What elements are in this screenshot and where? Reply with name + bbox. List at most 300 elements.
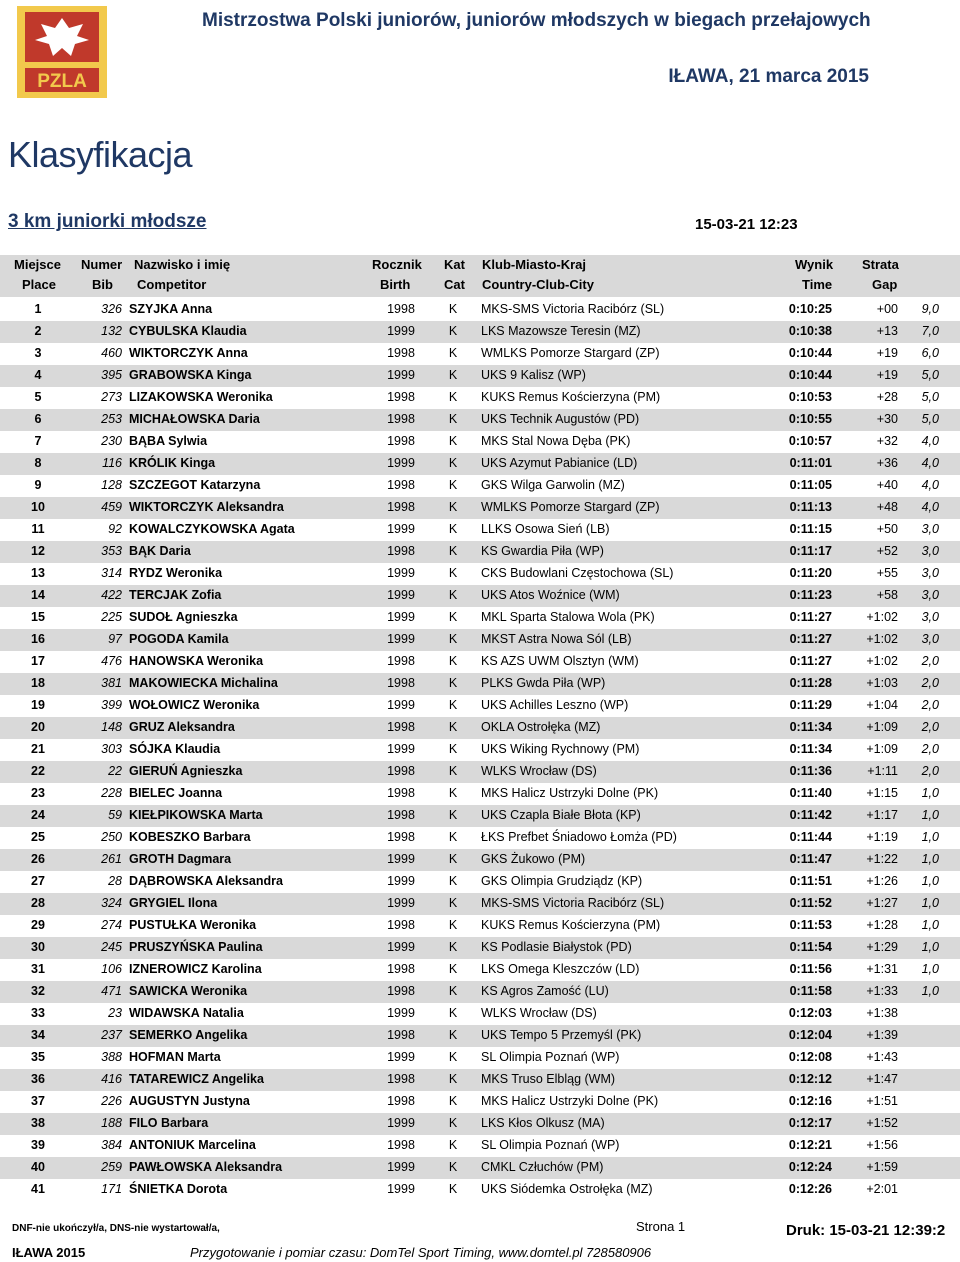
category-cell: K [448, 566, 458, 580]
category-cell: K [448, 786, 458, 800]
club-cell: GKS Wilga Garwolin (MZ) [481, 478, 625, 492]
category-cell: K [448, 918, 458, 932]
category-cell: K [448, 1182, 458, 1196]
club-cell: LKS Mazowsze Teresin (MZ) [481, 324, 641, 338]
table-row [0, 1069, 960, 1091]
category-cell: K [448, 1072, 458, 1086]
gap-cell: +1:43 [866, 1050, 898, 1064]
bib-cell: 28 [108, 874, 122, 888]
category-cell: K [448, 896, 458, 910]
birth-year-cell: 1999 [387, 1006, 415, 1020]
time-cell: 0:11:53 [789, 918, 832, 932]
competitor-name: LIZAKOWSKA Weronika [129, 390, 273, 404]
gap-cell: +1:09 [866, 742, 898, 756]
time-cell: 0:11:52 [789, 896, 832, 910]
bib-cell: 326 [101, 302, 122, 316]
gap-cell: +52 [876, 544, 898, 558]
col-birth-en: Birth [380, 277, 411, 292]
gap-cell: +36 [876, 456, 898, 470]
place-cell: 26 [31, 852, 45, 866]
table-row [0, 739, 960, 761]
gap-cell: +1:02 [866, 632, 898, 646]
table-row [0, 717, 960, 739]
points-cell: 1,0 [921, 962, 939, 976]
time-cell: 0:11:36 [789, 764, 832, 778]
birth-year-cell: 1998 [387, 764, 415, 778]
page-title: Klasyfikacja [8, 134, 193, 175]
time-cell: 0:10:55 [788, 412, 832, 426]
category-cell: K [448, 500, 458, 514]
category-cell: K [448, 610, 458, 624]
birth-year-cell: 1998 [387, 984, 415, 998]
points-cell: 4,0 [921, 500, 939, 514]
table-row [0, 783, 960, 805]
category-cell: K [448, 346, 458, 360]
gap-cell: +30 [876, 412, 898, 426]
club-cell: PLKS Gwda Piła (WP) [481, 676, 606, 690]
gap-cell: +1:39 [866, 1028, 898, 1042]
time-cell: 0:12:24 [788, 1160, 832, 1174]
time-cell: 0:10:38 [788, 324, 832, 338]
birth-year-cell: 1999 [387, 588, 415, 602]
competitor-name: WIKTORCZYK Anna [129, 346, 248, 360]
birth-year-cell: 1998 [387, 412, 415, 426]
club-cell: WLKS Wrocław (DS) [481, 1006, 597, 1020]
bib-cell: 128 [101, 478, 122, 492]
club-cell: WMLKS Pomorze Stargard (ZP) [481, 500, 660, 514]
gap-cell: +1:04 [866, 698, 898, 712]
bib-cell: 188 [101, 1116, 122, 1130]
gap-cell: +1:22 [866, 852, 898, 866]
club-cell: MKST Astra Nowa Sól (LB) [481, 632, 632, 646]
category-cell: K [448, 698, 458, 712]
competitor-name: GRABOWSKA Kinga [129, 368, 252, 382]
gap-cell: +2:01 [866, 1182, 898, 1196]
time-cell: 0:11:27 [789, 632, 832, 646]
bib-cell: 395 [101, 368, 122, 382]
club-cell: OKLA Ostrołęka (MZ) [481, 720, 601, 734]
time-cell: 0:11:27 [789, 654, 832, 668]
gap-cell: +1:52 [866, 1116, 898, 1130]
club-cell: KS Agros Zamość (LU) [481, 984, 609, 998]
time-cell: 0:12:08 [788, 1050, 832, 1064]
event-place-date: IŁAWA, 21 marca 2015 [668, 66, 869, 87]
table-row [0, 585, 960, 607]
time-cell: 0:12:17 [788, 1116, 832, 1130]
competitor-name: BIELEC Joanna [129, 786, 223, 800]
category-cell: K [448, 544, 458, 558]
table-row [0, 1091, 960, 1113]
table-row [0, 431, 960, 453]
competitor-name: PAWŁOWSKA Aleksandra [129, 1160, 283, 1174]
points-cell: 2,0 [921, 764, 939, 778]
time-cell: 0:11:47 [789, 852, 832, 866]
birth-year-cell: 1998 [387, 962, 415, 976]
place-cell: 15 [31, 610, 45, 624]
club-cell: MKS Stal Nowa Dęba (PK) [481, 434, 631, 448]
points-cell: 2,0 [921, 654, 939, 668]
points-cell: 4,0 [921, 434, 939, 448]
competitor-name: TATAREWICZ Angelika [129, 1072, 264, 1086]
table-row [0, 651, 960, 673]
time-cell: 0:11:40 [789, 786, 832, 800]
place-cell: 16 [31, 632, 45, 646]
table-row [0, 959, 960, 981]
bib-cell: 274 [101, 918, 122, 932]
points-cell: 2,0 [921, 698, 939, 712]
club-cell: SL Olimpia Poznań (WP) [481, 1138, 620, 1152]
gap-cell: +1:19 [866, 830, 898, 844]
points-cell: 3,0 [921, 588, 939, 602]
competitor-name: ŚNIETKA Dorota [129, 1182, 228, 1196]
table-row [0, 1003, 960, 1025]
gap-cell: +50 [876, 522, 898, 536]
club-cell: GKS Olimpia Grudziądz (KP) [481, 874, 643, 888]
gap-cell: +1:27 [866, 896, 898, 910]
event-title: Mistrzostwa Polski juniorów, juniorów młodszych w biegach przełajowych [202, 10, 871, 31]
table-row [0, 607, 960, 629]
bib-cell: 23 [108, 1006, 122, 1020]
competitor-name: RYDZ Weronika [129, 566, 223, 580]
time-cell: 0:10:53 [788, 390, 832, 404]
footer-credit: Przygotowanie i pomiar czasu: DomTel Sport Timing, www.domtel.pl 728580906 [190, 1245, 652, 1260]
gap-cell: +1:29 [866, 940, 898, 954]
col-cat-en: Cat [444, 277, 465, 292]
club-cell: MKS Halicz Ustrzyki Dolne (PK) [481, 786, 659, 800]
birth-year-cell: 1999 [387, 324, 415, 338]
place-cell: 24 [31, 808, 45, 822]
time-cell: 0:10:25 [788, 302, 832, 316]
points-cell: 1,0 [921, 786, 939, 800]
place-cell: 31 [31, 962, 45, 976]
place-cell: 1 [34, 302, 42, 316]
points-cell: 3,0 [921, 566, 939, 580]
footer-legend: DNF-nie ukończył/a, DNS-nie wystartował/a, [12, 1223, 220, 1234]
club-cell: LKS Omega Kleszczów (LD) [481, 962, 640, 976]
footer-location: IŁAWA 2015 [12, 1245, 86, 1260]
points-cell: 5,0 [921, 390, 939, 404]
category-cell: K [448, 1116, 458, 1130]
gap-cell: +58 [876, 588, 898, 602]
gap-cell: +28 [876, 390, 898, 404]
place-cell: 5 [34, 390, 42, 404]
points-cell: 2,0 [921, 676, 939, 690]
table-row [0, 343, 960, 365]
club-cell: GKS Żukowo (PM) [481, 852, 586, 866]
place-cell: 22 [31, 764, 45, 778]
birth-year-cell: 1999 [387, 610, 415, 624]
table-row [0, 1047, 960, 1069]
time-cell: 0:11:58 [789, 984, 832, 998]
place-cell: 39 [31, 1138, 45, 1152]
gap-cell: +1:15 [866, 786, 898, 800]
competitor-name: WOŁOWICZ Weronika [129, 698, 260, 712]
competitor-name: SZCZEGOT Katarzyna [129, 478, 261, 492]
birth-year-cell: 1999 [387, 874, 415, 888]
category-cell: K [448, 412, 458, 426]
time-cell: 0:11:27 [789, 610, 832, 624]
col-birth-pl: Rocznik [372, 257, 422, 272]
bib-cell: 273 [101, 390, 122, 404]
points-cell: 3,0 [921, 544, 939, 558]
club-cell: MKL Sparta Stalowa Wola (PK) [481, 610, 655, 624]
bib-cell: 132 [101, 324, 122, 338]
competitor-name: KIEŁPIKOWSKA Marta [129, 808, 263, 822]
place-cell: 19 [31, 698, 45, 712]
category-cell: K [448, 984, 458, 998]
place-cell: 7 [34, 434, 42, 448]
gap-cell: +55 [876, 566, 898, 580]
place-cell: 2 [34, 324, 42, 338]
bib-cell: 106 [101, 962, 122, 976]
club-cell: KS Gwardia Piła (WP) [481, 544, 604, 558]
club-cell: UKS Achilles Leszno (WP) [481, 698, 629, 712]
bib-cell: 225 [101, 610, 122, 624]
competitor-name: GRUZ Aleksandra [129, 720, 235, 734]
category-cell: K [448, 764, 458, 778]
category-cell: K [448, 1138, 458, 1152]
points-cell: 4,0 [921, 478, 939, 492]
competitor-name: SAWICKA Weronika [129, 984, 248, 998]
points-cell: 9,0 [921, 302, 939, 316]
points-cell: 4,0 [921, 456, 939, 470]
category-cell: K [448, 1028, 458, 1042]
competitor-name: GIERUŃ Agnieszka [129, 764, 243, 778]
birth-year-cell: 1998 [387, 786, 415, 800]
table-row [0, 893, 960, 915]
birth-year-cell: 1998 [387, 544, 415, 558]
birth-year-cell: 1998 [387, 1072, 415, 1086]
points-cell: 1,0 [921, 874, 939, 888]
club-cell: MKS Halicz Ustrzyki Dolne (PK) [481, 1094, 659, 1108]
birth-year-cell: 1998 [387, 918, 415, 932]
table-row [0, 365, 960, 387]
birth-year-cell: 1998 [387, 302, 415, 316]
time-cell: 0:11:56 [789, 962, 832, 976]
place-cell: 30 [31, 940, 45, 954]
place-cell: 17 [31, 654, 45, 668]
time-cell: 0:10:44 [788, 368, 832, 382]
time-cell: 0:10:44 [788, 346, 832, 360]
club-cell: KUKS Remus Kościerzyna (PM) [481, 918, 661, 932]
club-cell: CMKL Człuchów (PM) [481, 1160, 604, 1174]
competitor-name: WIKTORCZYK Aleksandra [129, 500, 284, 514]
col-place-pl: Miejsce [14, 257, 61, 272]
category-cell: K [448, 368, 458, 382]
table-row [0, 1135, 960, 1157]
bib-cell: 253 [101, 412, 122, 426]
category-cell: K [448, 522, 458, 536]
bib-cell: 422 [101, 588, 122, 602]
race-datetime: 15-03-21 12:23 [695, 216, 798, 233]
print-timestamp: Druk: 15-03-21 12:39:2 [786, 1222, 946, 1239]
table-row [0, 761, 960, 783]
points-cell: 3,0 [921, 632, 939, 646]
competitor-name: MAKOWIECKA Michalina [129, 676, 278, 690]
birth-year-cell: 1998 [387, 434, 415, 448]
competitor-name: HOFMAN Marta [129, 1050, 221, 1064]
table-row [0, 629, 960, 651]
birth-year-cell: 1999 [387, 742, 415, 756]
birth-year-cell: 1999 [387, 940, 415, 954]
club-cell: KS AZS UWM Olsztyn (WM) [481, 654, 639, 668]
club-cell: UKS Tempo 5 Przemyśl (PK) [481, 1028, 642, 1042]
gap-cell: +00 [876, 302, 898, 316]
gap-cell: +13 [876, 324, 898, 338]
gap-cell: +1:47 [866, 1072, 898, 1086]
competitor-name: PRUSZYŃSKA Paulina [129, 940, 263, 954]
time-cell: 0:12:12 [788, 1072, 832, 1086]
points-cell: 1,0 [921, 940, 939, 954]
category-cell: K [448, 434, 458, 448]
bib-cell: 59 [108, 808, 122, 822]
col-gap-en: Gap [872, 277, 898, 292]
place-cell: 14 [31, 588, 45, 602]
logo-text: PZLA [37, 71, 87, 92]
birth-year-cell: 1998 [387, 500, 415, 514]
competitor-name: WIDAWSKA Natalia [129, 1006, 244, 1020]
time-cell: 0:11:34 [789, 720, 832, 734]
points-cell: 1,0 [921, 852, 939, 866]
gap-cell: +1:09 [866, 720, 898, 734]
table-row [0, 1113, 960, 1135]
birth-year-cell: 1998 [387, 390, 415, 404]
time-cell: 0:12:26 [788, 1182, 832, 1196]
category-cell: K [448, 676, 458, 690]
time-cell: 0:11:17 [789, 544, 832, 558]
bib-cell: 460 [101, 346, 122, 360]
bib-cell: 476 [101, 654, 122, 668]
place-cell: 38 [31, 1116, 45, 1130]
club-cell: ŁKS Prefbet Śniadowo Łomża (PD) [481, 830, 677, 844]
category-cell: K [448, 588, 458, 602]
competitor-name: CYBULSKA Klaudia [129, 324, 247, 338]
col-time-en: Time [802, 277, 833, 292]
birth-year-cell: 1998 [387, 346, 415, 360]
club-cell: CKS Budowlani Częstochowa (SL) [481, 566, 674, 580]
place-cell: 40 [31, 1160, 45, 1174]
club-cell: UKS Azymut Pabianice (LD) [481, 456, 638, 470]
club-cell: KUKS Remus Kościerzyna (PM) [481, 390, 661, 404]
time-cell: 0:11:13 [789, 500, 832, 514]
place-cell: 35 [31, 1050, 45, 1064]
competitor-name: IZNEROWICZ Karolina [129, 962, 262, 976]
place-cell: 18 [31, 676, 45, 690]
points-cell: 1,0 [921, 808, 939, 822]
gap-cell: +48 [876, 500, 898, 514]
competitor-name: KOWALCZYKOWSKA Agata [129, 522, 295, 536]
category-cell: K [448, 1160, 458, 1174]
gap-cell: +1:17 [866, 808, 898, 822]
competitor-name: FILO Barbara [129, 1116, 209, 1130]
col-club-pl: Klub-Miasto-Kraj [482, 257, 586, 272]
points-cell: 1,0 [921, 830, 939, 844]
place-cell: 37 [31, 1094, 45, 1108]
time-cell: 0:11:23 [789, 588, 832, 602]
col-club-en: Country-Club-City [482, 277, 594, 292]
birth-year-cell: 1999 [387, 1182, 415, 1196]
place-cell: 6 [34, 412, 42, 426]
category-cell: K [448, 390, 458, 404]
table-row [0, 453, 960, 475]
place-cell: 20 [31, 720, 45, 734]
bib-cell: 384 [101, 1138, 122, 1152]
birth-year-cell: 1998 [387, 808, 415, 822]
club-cell: WMLKS Pomorze Stargard (ZP) [481, 346, 660, 360]
col-time-pl: Wynik [795, 257, 834, 272]
club-cell: UKS Siódemka Ostrołęka (MZ) [481, 1182, 653, 1196]
page-number: Strona 1 [636, 1219, 686, 1234]
birth-year-cell: 1999 [387, 1116, 415, 1130]
col-name-en: Competitor [137, 277, 207, 292]
pzla-logo [17, 6, 107, 98]
points-cell: 2,0 [921, 742, 939, 756]
time-cell: 0:12:03 [788, 1006, 832, 1020]
competitor-name: SEMERKO Angelika [129, 1028, 248, 1042]
time-cell: 0:11:05 [789, 478, 832, 492]
table-row [0, 827, 960, 849]
competitor-name: DĄBROWSKA Aleksandra [129, 874, 283, 888]
birth-year-cell: 1999 [387, 852, 415, 866]
bib-cell: 116 [102, 456, 122, 470]
gap-cell: +40 [876, 478, 898, 492]
category-cell: K [448, 852, 458, 866]
club-cell: LKS Kłos Olkusz (MA) [481, 1116, 605, 1130]
birth-year-cell: 1999 [387, 456, 415, 470]
category-cell: K [448, 1094, 458, 1108]
place-cell: 36 [31, 1072, 45, 1086]
competitor-name: POGODA Kamila [129, 632, 229, 646]
birth-year-cell: 1998 [387, 1138, 415, 1152]
bib-cell: 324 [101, 896, 122, 910]
table-header [0, 255, 960, 297]
club-cell: MKS-SMS Victoria Racibórz (SL) [481, 302, 665, 316]
points-cell: 1,0 [921, 984, 939, 998]
competitor-name: GROTH Dagmara [129, 852, 232, 866]
bib-cell: 259 [101, 1160, 122, 1174]
place-cell: 21 [31, 742, 45, 756]
table-row [0, 1157, 960, 1179]
gap-cell: +19 [876, 346, 898, 360]
club-cell: KS Podlasie Białystok (PD) [481, 940, 632, 954]
points-cell: 3,0 [921, 610, 939, 624]
table-row [0, 981, 960, 1003]
gap-cell: +1:33 [866, 984, 898, 998]
birth-year-cell: 1998 [387, 478, 415, 492]
table-row [0, 871, 960, 893]
time-cell: 0:11:44 [789, 830, 832, 844]
category-cell: K [448, 962, 458, 976]
col-bib-pl: Numer [81, 257, 123, 272]
club-cell: UKS Wiking Rychnowy (PM) [481, 742, 640, 756]
competitor-name: BĄK Daria [129, 544, 191, 558]
birth-year-cell: 1999 [387, 896, 415, 910]
birth-year-cell: 1998 [387, 720, 415, 734]
category-cell: K [448, 1050, 458, 1064]
gap-cell: +1:11 [867, 764, 898, 778]
place-cell: 4 [34, 368, 42, 382]
club-cell: LLKS Osowa Sień (LB) [481, 522, 610, 536]
table-row [0, 563, 960, 585]
bib-cell: 303 [101, 742, 122, 756]
place-cell: 34 [31, 1028, 45, 1042]
birth-year-cell: 1998 [387, 1028, 415, 1042]
birth-year-cell: 1999 [387, 698, 415, 712]
points-cell: 5,0 [921, 368, 939, 382]
col-place-en: Place [22, 277, 56, 292]
competitor-name: SUDOŁ Agnieszka [129, 610, 238, 624]
table-row [0, 387, 960, 409]
